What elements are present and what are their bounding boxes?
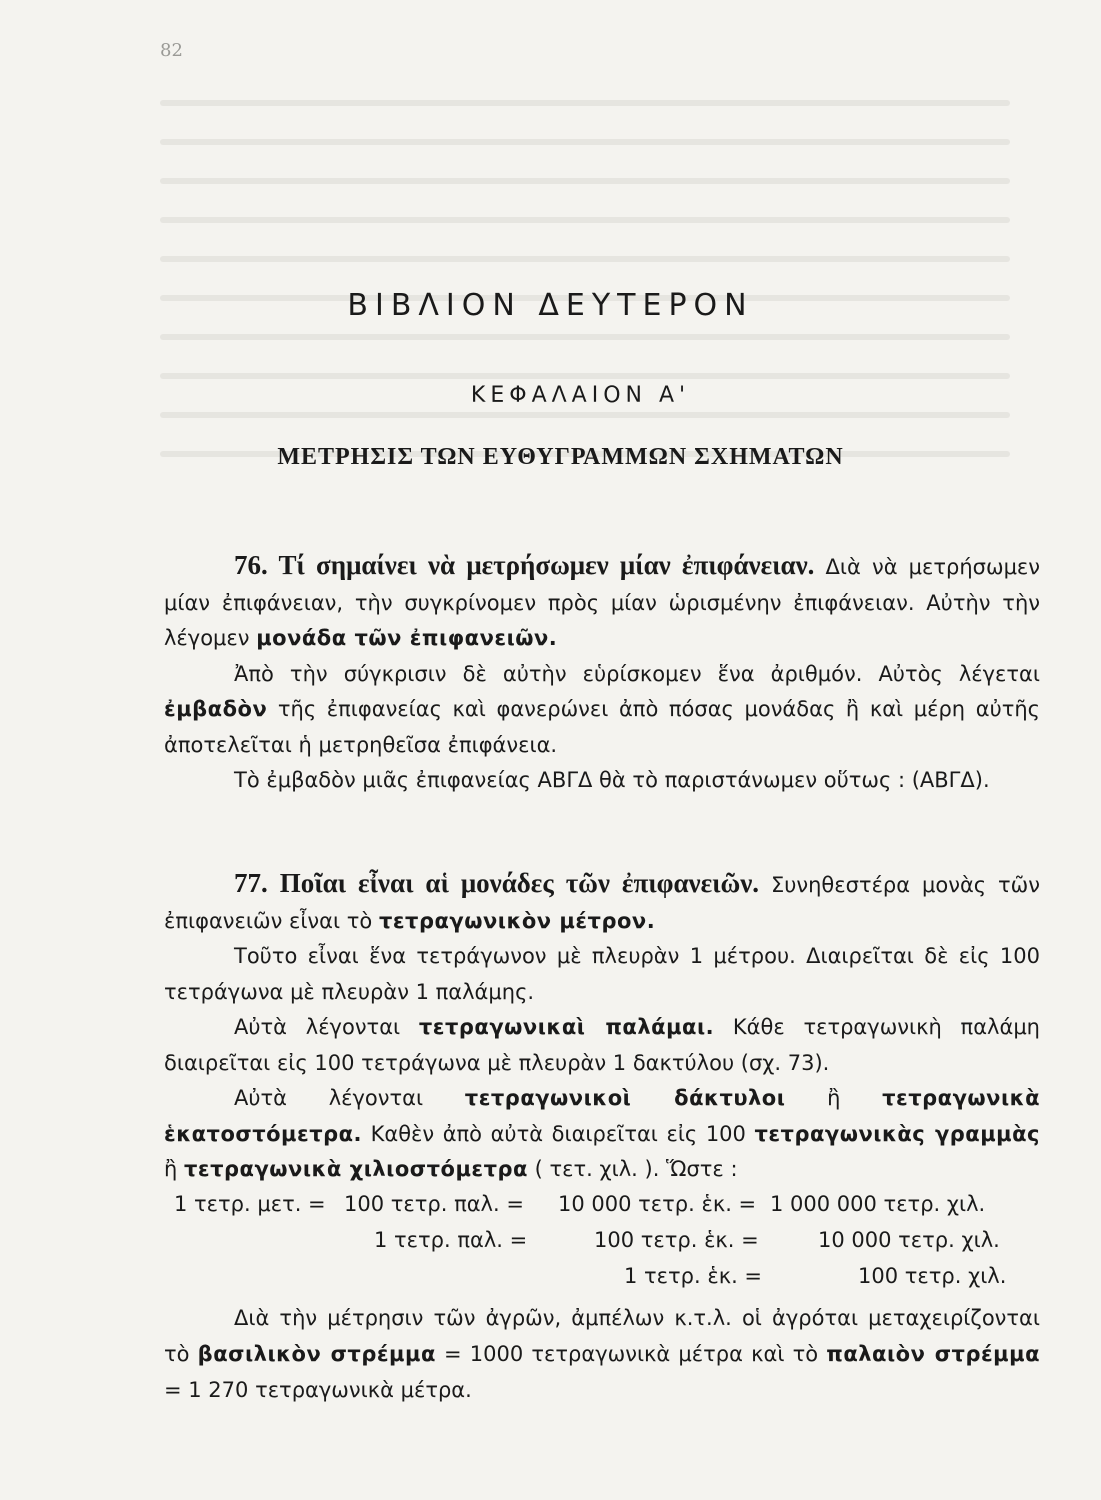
bold-term: παλαιὸν στρέμμα — [826, 1342, 1041, 1366]
bold-term: τετραγωνικὰ ἑκατοστόμετρα. — [164, 1086, 1040, 1146]
closing-paragraph — [164, 1300, 1040, 1408]
text-run: Αὐτὰ λέγονται — [234, 1086, 465, 1110]
section-77-paragraph-1 — [164, 866, 1040, 939]
bold-term: τετραγωνικὸν μέτρον. — [378, 908, 656, 933]
chapter-heading: ΚΕΦΑΛΑΙΟΝ Α' — [470, 383, 691, 408]
conversion-table — [164, 1192, 1040, 1300]
section-77-paragraph-2: Τοῦτο εἶναι ἕνα τετράγωνον μὲ πλευρὰν 1 μέτρου. Διαιρεῖται δὲ εἰς 100 τετράγωνα μὲ πλευρὰν 1 παλάμης. — [164, 944, 1040, 1004]
text-run: Αὐτὰ λέγονται — [234, 1015, 419, 1039]
section-77-paragraph-4 — [164, 1081, 1040, 1188]
text-run: = 1 270 τετραγωνικὰ μέτρα. — [164, 1378, 472, 1402]
text-run: Συνηθεστέρα μονὰς τῶν ἐπιφανειῶν εἶναι τὸ — [164, 873, 1040, 933]
section-76-paragraph-2 — [164, 657, 1040, 764]
text-run: ἢ — [164, 1157, 184, 1181]
bold-term: ἐμβαδὸν — [164, 697, 268, 721]
bold-term: τετραγωνικὰς γραμμὰς — [754, 1121, 1040, 1146]
conversion-cell: 1 τετρ. παλ. = — [374, 1228, 528, 1252]
conversion-cell: 10 000 τετρ. ἑκ. = — [558, 1192, 757, 1216]
section-77-paragraph-3 — [164, 1010, 1040, 1081]
text-run: Διὰ νὰ μετρήσωμεν μίαν ἐπιφάνειαν, τὴν συγκρίνομεν πρὸς μίαν ὡρισμένην ἐπιφάνειαν. Αὐτὴν τὴν λέγομεν — [164, 555, 1041, 650]
bold-term: τετραγωνικοὶ δάκτυλοι — [464, 1086, 786, 1110]
book-title: ΒΙΒΛΙΟΝ ΔΕΥΤΕΡΟΝ — [347, 288, 754, 323]
closing-section — [164, 1300, 1040, 1408]
conversion-row — [164, 1228, 1040, 1264]
conversion-cell: 1 τετρ. μετ. = — [174, 1192, 326, 1216]
bold-term: βασιλικὸν στρέμμα — [197, 1342, 436, 1366]
section-76-heading: 76. Τί σημαίνει νὰ μετρήσωμεν μίαν ἐπιφάνειαν. — [234, 550, 815, 580]
text-run: Κάθε τετραγωνικὴ παλάμη διαιρεῖται εἰς 100 τετράγωνα μὲ πλευρὰν 1 δακτύλου (σχ. 73). — [164, 1015, 1040, 1075]
text-run: τῆς ἐπιφανείας καὶ φανερώνει ἀπὸ πόσας μονάδας ἢ καὶ μέρη αὐτῆς ἀποτελεῖται ἡ μετρηθεῖσα ἐπιφάνεια. — [164, 697, 1040, 757]
conversion-cell: 10 000 τετρ. χιλ. — [818, 1228, 1000, 1252]
text-run: Διὰ τὴν μέτρησιν τῶν ἀγρῶν, ἀμπέλων κ.τ.λ. οἱ ἀγρόται μεταχειρίζονται τὸ — [164, 1306, 1040, 1366]
conversion-cell: 100 τετρ. χιλ. — [858, 1264, 1007, 1288]
page-number: 82 — [160, 40, 183, 61]
section-76-paragraph-1 — [164, 548, 1040, 657]
bold-term: τετραγωνικαὶ παλάμαι. — [418, 1015, 715, 1039]
text-run: Καθὲν ἀπὸ αὐτὰ διαιρεῖται εἰς 100 — [362, 1121, 755, 1146]
text-run: ἢ — [785, 1086, 883, 1110]
section-77-heading: 77. Ποῖαι εἶναι αἱ μονάδες τῶν ἐπιφανειῶν. — [234, 868, 760, 898]
section-76-paragraph-3: Τὸ ἐμβαδὸν μιᾶς ἐπιφανείας ΑΒΓΔ θὰ τὸ παριστάνωμεν οὕτως : (ΑΒΓΔ). — [234, 768, 990, 792]
chapter-subtitle: ΜΕΤΡΗΣΙΣ ΤΩΝ ΕΥΘΥΓΡΑΜΜΩΝ ΣΧΗΜΑΤΩΝ — [277, 444, 844, 470]
text-run: Ἀπὸ τὴν σύγκρισιν δὲ αὐτὴν εὑρίσκομεν ἕνα ἀριθμόν. Αὐτὸς λέγεται — [234, 661, 1040, 686]
text-run: = 1000 τετραγωνικὰ μέτρα καὶ τὸ — [435, 1342, 827, 1366]
bold-term: μονάδα τῶν ἐπιφανειῶν. — [256, 626, 558, 650]
conversion-cell: 1 τετρ. ἑκ. = — [624, 1264, 763, 1288]
conversion-cell: 100 τετρ. ἑκ. = — [594, 1228, 759, 1252]
conversion-row — [164, 1192, 1040, 1228]
section-77 — [164, 866, 1040, 1188]
conversion-cell: 100 τετρ. παλ. = — [344, 1192, 524, 1216]
section-76 — [164, 548, 1040, 799]
conversion-row — [164, 1264, 1040, 1300]
text-run: ( τετ. χιλ. ). Ὥστε : — [527, 1157, 738, 1181]
bold-term: τετραγωνικὰ χιλιοστόμετρα — [184, 1157, 528, 1181]
conversion-cell: 1 000 000 τετρ. χιλ. — [770, 1192, 986, 1216]
